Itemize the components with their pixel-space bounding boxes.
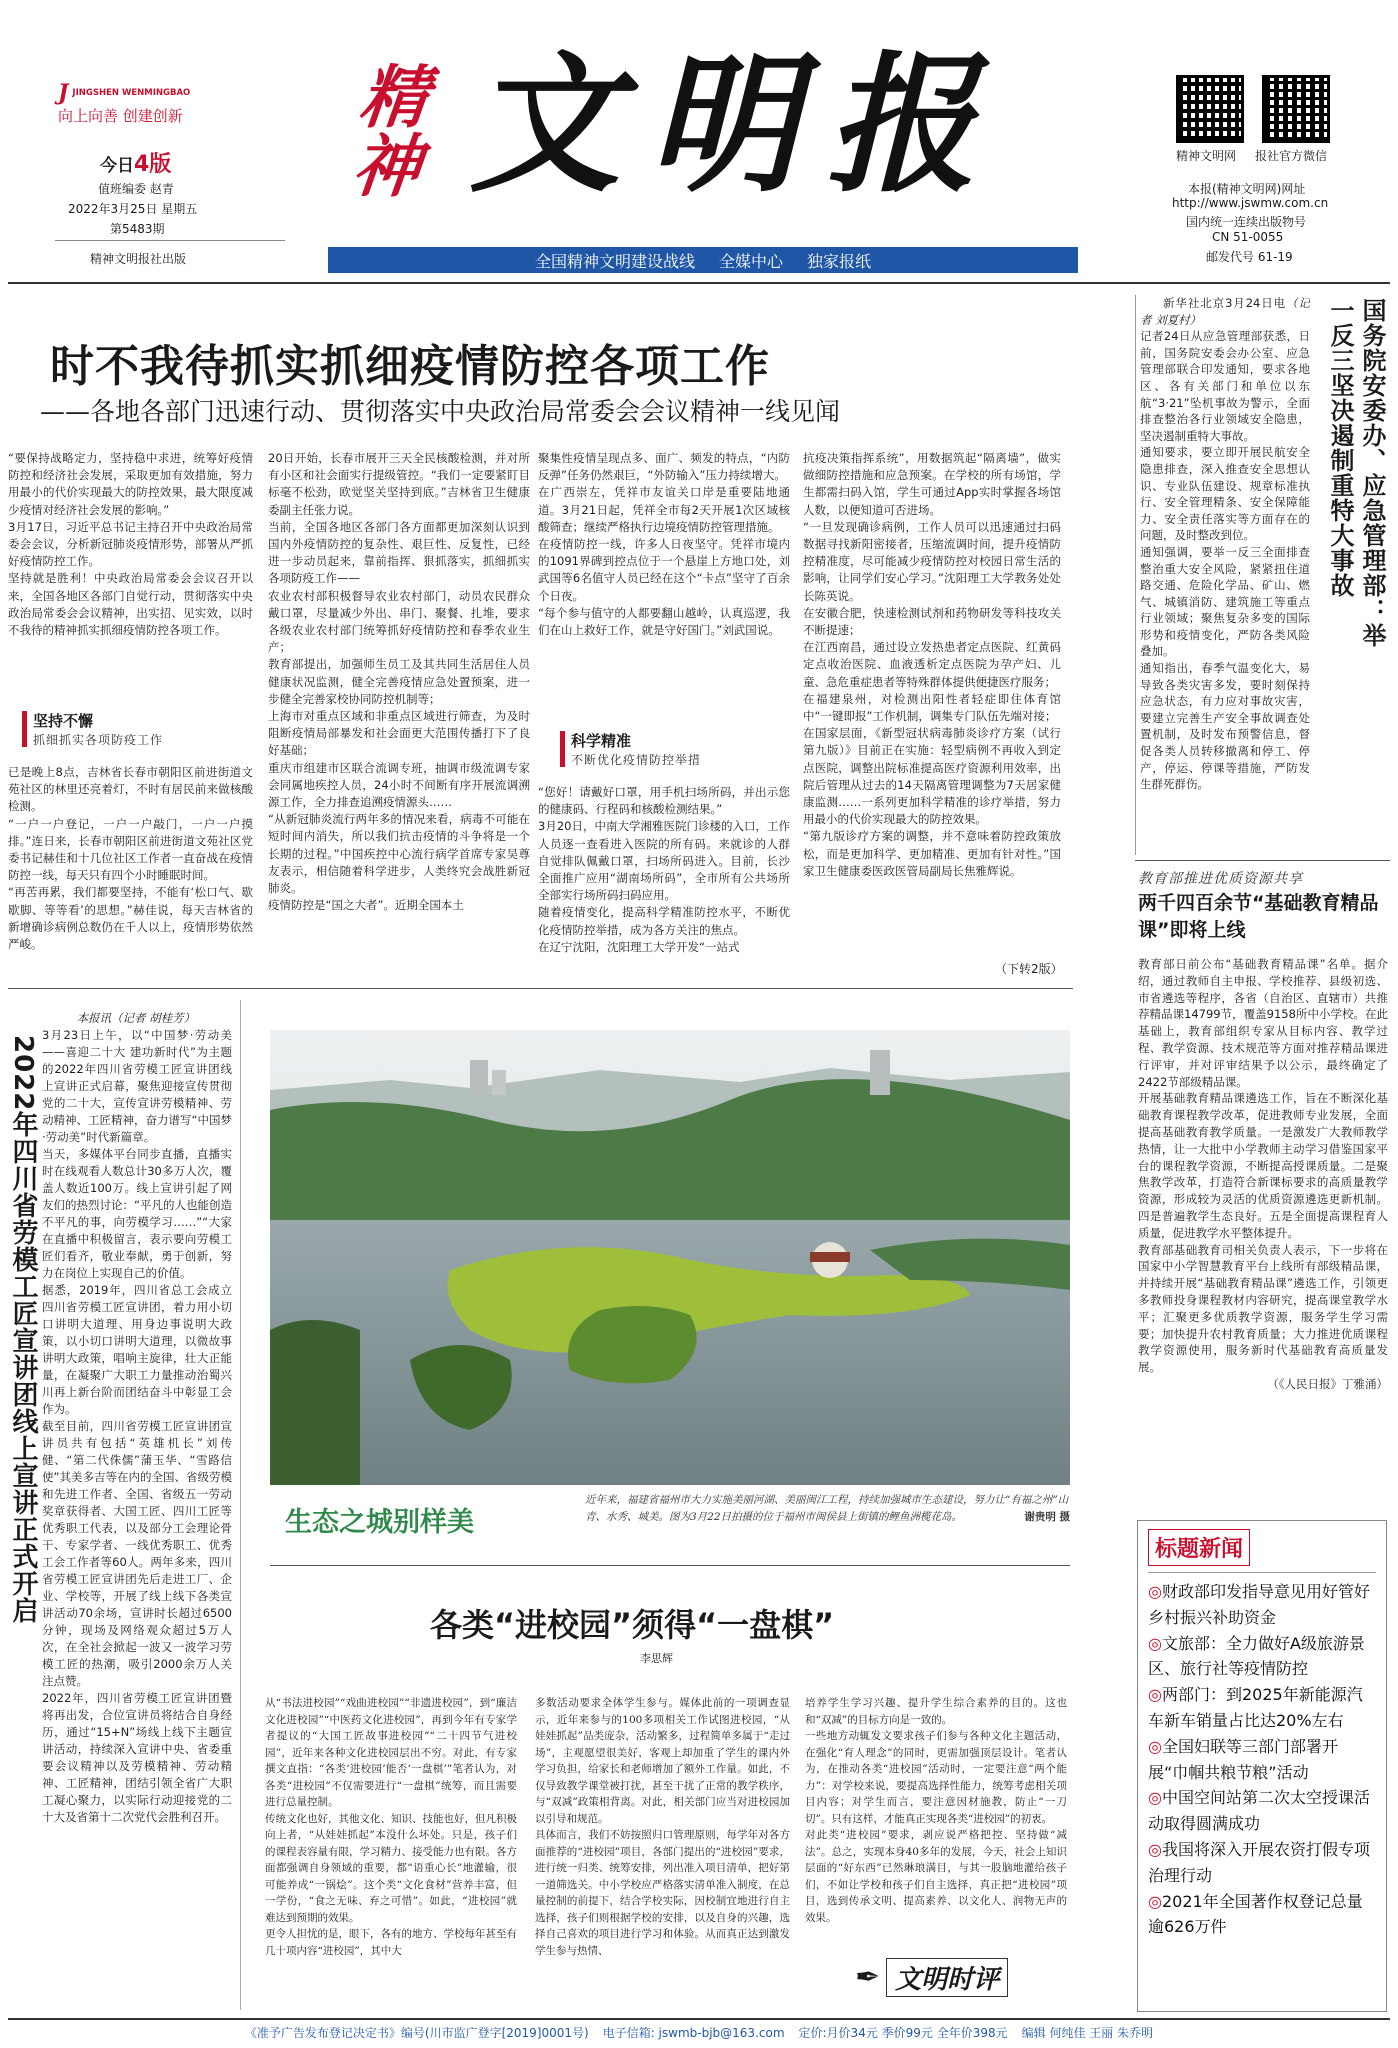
comment-headline: 各类“进校园”须得“一盘棋” (430, 1606, 835, 1644)
brief-item[interactable]: ◎两部门：到2025年新能源汽车新车销量占比达20%左右 (1148, 1685, 1363, 1730)
comment-author: 李思辉 (640, 1652, 673, 1665)
circle-bullet-icon: ◎ (1148, 1736, 1162, 1756)
qr2-label: 报社官方微信 (1255, 149, 1328, 163)
brief-item[interactable]: ◎2021年全国著作权登记总量逾626万件 (1148, 1891, 1363, 1937)
lead-column-1b: 已是晚上8点，吉林省长春市朝阳区前进街道文苑社区的林里还亮着灯，不时有居民前来做核酸检测。 “一户一户登记，一户一户敲门，一户一户摸排。”连日来，长春市朝阳区前进街道文苑社区党委书记赫佳和十几位社区工作者一直奋战在疫情防控一线，每天只有四个小时睡眠时间。 “再苦再累，我们都要坚持，不能有‘松口气、歇歇脚、等等看’的思想。”赫佳说，每天吉林省的新增确诊病例总数仍在千人以上，疫情形势依然严峻。 (8, 765, 253, 952)
comment-column-3: 培养学生学习兴趣、提升学生综合素养的目的。这也和“双减”的目标方向是一致的。 一些地方动辄发文要求孩子们参与各种文化主题活动，在强化“育人理念”的同时，更需加强顶层设计。笔者认为，在推动各类“进校园”活动时，一定要注意“两个能力”：对学校来说，要提高选择性能力，统筹考虑相关项目内容；对学生而言，要注意因材施教，防止“一刀切”。只有这样，才能真正实现各类“进校园”的初衷。 对此类“进校园”要求，剥应说严格把控、坚持做“减法”。总之，实现本身40多年的发展，今天，社会上知识层面的“好东西”已然琳琅满目，与其一股脑地灌给孩子们，不如让学校和孩子们自主选择，真正把“进校园”项目，选到传承文明、提高素养、以文化人、润物无声的效果。 (805, 1697, 1067, 1924)
photo-title: 生态之城别样美 (285, 1507, 474, 1538)
circle-bullet-icon: ◎ (1148, 1839, 1162, 1859)
feature-photo (270, 1030, 1070, 1485)
banner-item: 全国精神文明建设战线 (534, 251, 695, 271)
edu-body: 教育部日前公布“基础教育精品课”名单。据介绍，通过教师自主申报、学校推荐、县级初选、市省遴选等程序，各省（自治区、直辖市）共推荐精品课14799节，覆盖9158所中小学校。在此基础上，教育部组织专家从目标内容、教学过程、教学资源、技术规范等方面对推荐精品课进行评审，并对评审结果予以公示，最终确定了2422节部级精品课。 开展基础教育精品课遴选工作，旨在不断深化基础教育课程教学改革，促进教师专业发展，全面提高基础教育教学质量。一是激发广大教师教学热情，让一大批中小学教师主动学习借鉴国家平台的课程教学资源，不断提高授课质量。二是聚焦教学改革，打造符合新课标要求的高质量教学资源，形成较为灵活的优质资源遴选更新机制。四是普遍教学生态良好。五是全面提高课程育人质量，促进教学水平整体提升。 教育部基础教育司相关负责人表示，下一步将在国家中小学智慧教育平台上线所有部级精品课，并持续开展“基础教育精品课”遴选工作，引领更多教师投身课程教材内容研究，提高课堂教学水平；汇聚更多优质教学资源，服务学生学习需要；加快提升农村教育质量；大力推进优质课程教学资源使用，服务新时代基础教育高质量发展。 （《人民日报》丁雅涌） (1138, 957, 1388, 1391)
briefs-title: 标题新闻 (1148, 1529, 1250, 1566)
lead-column-1: “要保持战略定力，坚持稳中求进，统筹好疫情防控和经济社会发展，采取更加有效措施，努力用最小的代价实现最大的防控效果，最大限度减少疫情对经济社会发展的影响。” 3月17日，习近平总书记主持召开中央政治局常委会会议，分析新冠肺炎疫情形势，部署从严抓好疫情防控工作。 坚持就是胜利！中央政治局常委会会议召开以来，全国各地区各部门自觉行动，贯彻落实中央政治局常委会会议精神，出实招、见实效，以时不我待的精神抓实抓细疫情防控各项工作。 (8, 451, 253, 638)
lead-subsection-2: 科学精准 不断优化疫情防控举措 (560, 730, 701, 768)
lake-island-photo (270, 1030, 1070, 1485)
circle-bullet-icon: ◎ (1148, 1685, 1162, 1705)
site-label: 本报(精神文明网)网址 (1188, 182, 1306, 196)
cn-label: 国内统一连续出版物号 (1186, 215, 1307, 229)
today-pages: 今日4版 (100, 152, 172, 177)
duty-editor: 值班编委 赵青 (98, 182, 174, 196)
brief-item[interactable]: ◎全国妇联等三部门部署开展“巾帼共粮节粮”活动 (1148, 1736, 1338, 1782)
title-red-block: 精神 (337, 61, 433, 199)
lead-column-3: 聚集性疫情呈现点多、面广、频发的特点，“内防反弹”任务仍然艰巨，“外防输入”压力持续增大。 在广西崇左，凭祥市友谊关口岸是重要陆地通道。3月21日起，凭祥全市每2天开展1次区域核酸筛查；继续严格执行边境疫情防控管理措施。 在疫情防控一线，许多人日夜坚守。凭祥市境内的1091界碑到控点位于一个悬崖上方地口处，刘武国等6名值守人员已经在这个“卡点”坚守了百余个日夜。 “每个参与值守的人都要翻山越岭，认真巡逻，我们在山上救好工作，就是守好国门。”刘武国说。 (538, 451, 790, 638)
lead-subhead: ——各地各部门迅速行动、贯彻落实中央政治局常委会会议精神一线见闻 (40, 397, 841, 426)
footer-editors: 编辑 何纯佳 王丽 朱乔明 (1021, 2026, 1154, 2040)
footer-price: 定价:月价34元 季价99元 全年价398元 (798, 2026, 1008, 2040)
newspaper-logo-small (58, 80, 190, 106)
logo-english: JINGSHEN WENMINGBAO (72, 88, 191, 98)
footer-email[interactable]: 电子信箱: jswmb-bjb@163.com (602, 2026, 785, 2040)
slogan: 向上向善 创建创新 (58, 107, 183, 125)
footer (0, 2024, 1398, 2046)
photo-caption: 近年来，福建省福州市大力实施美丽河湖、美丽闽江工程，持续加强城市生态建设，努力让“有福之州”山青、水秀、城美。图为3月22日拍摄的位于福州市闽侯县上街镇的鲤鱼洲榄花岛。 谢贵明 摄 (585, 1494, 1070, 1523)
edu-kicker: 教育部推进优质资源共享 (1138, 871, 1303, 887)
comment-column-2: 多数活动要求全体学生参与。媒体此前的一项调查显示，近年来参与的100多项相关工作试图进校园，“从娃娃抓起”品类庞杂，活动繁多，过程简单多属于“走过场”，主观愿望很美好，客观上却加重了学生的课内外学习负担，给家长和老师增加了额外工作量。如此，不仅导致教学课堂被打扰，甚至干扰了正常的教学秩序，与“双减”政策相背离。对此，相关部门应当对进校园加以引导和规范。 具体而言，我们不妨按照归口管理原则，每学年对各方面推荐的“进校园”项目，各部门提出的“进校园”要求，进行统一归类、统筹安排，列出准入项目清单，把好第一道筛选关。中小学校应严格落实清单准入制度，在总量控制的前提下，结合学校实际，因校制宜地进行自主选择，孩子们则根据学校的安排，以及自身的兴趣，选择自己喜欢的项目进行学习和体验。从而真正达到激发学生参与热情、 (535, 1697, 790, 1957)
brief-item[interactable]: ◎文旅部：全力做好A级旅游景区、旅行社等疫情防控 (1148, 1633, 1365, 1679)
lead-column-4: 抗疫决策指挥系统”，用数据筑起“隔离墙”，做实做细防控措施和应急预案。在学校的所有场馆，学生都需扫码入馆，学生可通过App实时掌握各场馆人数，以便知道可否进场。 “一旦发现确诊病例，工作人员可以迅速通过扫码数据寻找新阳密接者，压缩流调时间，提升疫情防控精准度，尽可能减少疫情防控对校园日常生活的影响，让同学们安心学习。”沈阳理工大学教务处处长陈英说。 在安徽合肥，快速检测试剂和药物研发等科技攻关不断提速； 在江西南昌，通过设立发热患者定点医院、红黄码定点收治医院、血液透析定点医院为孕产妇、儿童、急危重症患者等特殊群体提供便捷医疗服务； 在福建泉州，对检测出阳性者轻症即住体育馆中“一键即报”工作机制，调集专门队伍先端对接； 在国家层面，《新型冠状病毒肺炎诊疗方案（试行第九版）》目前正在实施：轻型病例不再收入到定点医院，调整出院标准提高医疗资源利用效率，出院后管理从过去的14天隔离管理调整为7天居家健康监测……一系列更加科学精准的诊疗举措，努力用最小的代价实现最大的防控效果。 “第九版诊疗方案的调整，并不意味着防控政策放松，而是更加科学、更加精准、更加有针对性。”国家卫生健康委医政医管局副局长焦雅辉说。 (803, 451, 1061, 878)
brief-item[interactable]: ◎财政部印发指导意见用好管好乡村振兴补助资金 (1148, 1582, 1370, 1627)
circle-bullet-icon: ◎ (1148, 1582, 1162, 1601)
comment-column-1: 从“书法进校园”“戏曲进校园”“非遗进校园”，到“廉洁文化进校园”“中医药文化进校园”，再到今年有专家学者提议的“大国工匠故事进校园”“二十四节气进校园”，近年来各种文化进校园层出不穷。对此，有专家撰文直指：“各类‘进校园’能否‘一盘棋’”笔者认为，对各类“进校园”不仅需要进行“一盘棋”统筹，而且需要进行总量控制。 传统文化也好，其他文化、知识、技能也好，但凡积极向上者，“从娃娃抓起”本没什么坏处。只是，孩子们的课程表容量有限，学习精力、接受能力也有限。各方面都强调自身领域的重要，都“语重心长”地灌输，很可能养成“一锅烩”。这个类“文化食材”营养丰富，但一学份，“食之无味、弃之可惜”。如此，“进校园”就难达到预期的效果。 更令人担忧的是，眼下，各有的地方、学校每年甚至有几十项内容“进校园”，其中大 (265, 1697, 517, 1957)
circle-bullet-icon: ◎ (1148, 1788, 1162, 1808)
banner-item: 独家报纸 (807, 251, 872, 271)
cn-number: CN 51-0055 (1212, 230, 1284, 244)
lead-column-3b: “您好！请戴好口罩，用手机扫场所码，并出示您的健康码、行程码和核酸检测结果。” 3月20日，中南大学湘雅医院门诊楼的入口，工作人员逐一查看进入医院的所有码。来就诊的人群自觉排队佩戴口罩，扫场所码进入。目前，长沙全面推广应用“湖南场所码”，全市所有公共场所全部实行场所码扫码应用。 随着疫情变化，提高科学精准防控水平，不断优化疫情防控举措，成为各方关注的焦点。 在辽宁沈阳，沈阳理工大学开发“一站式 (538, 785, 790, 954)
pen-icon: ✒ (855, 1960, 881, 1995)
lead-subsection-1: 坚持不懈 抓细抓实各项防疫工作 (22, 710, 163, 748)
banner-item: 全媒中心 (718, 251, 783, 271)
brief-item[interactable]: ◎中国空间站第二次太空授课活动取得圆满成功 (1148, 1788, 1370, 1834)
publisher: 精神文明报社出版 (90, 252, 187, 266)
right-headline: 国务院安委办、应急管理部：举一反三坚决遏制重特大事故 (1326, 298, 1386, 648)
logo-mark: J (58, 80, 69, 106)
column-label-block: ✒ 文明时评 (855, 1958, 1008, 1997)
issue-date: 2022年3月25日 星期五 (68, 202, 198, 216)
post-code: 邮发代号 61-19 (1206, 250, 1293, 264)
circle-bullet-icon: ◎ (1148, 1633, 1162, 1653)
lead-headline: 时不我待抓实抓细疫情防控各项工作 (50, 341, 770, 392)
right-story-body: 新华社北京3月24日电（记者 刘夏村） 记者24日从应急管理部获悉，日前，国务院安委会办公室、应急管理部联合印发通知，要求各地区、各有关部门和单位以东航“3·21”坠机事故为警示，全面排查整治各行业领域安全隐患，坚决遏制重特大事故。 通知要求，要立即开展民航安全隐患排查，深入推查安全思想认识、专业队伍建设、规章标准执行、安全管理精条、安全保障能力、安全责任落实等方面存在的问题，及时整改到位。 通知强调，要举一反三全面排查整治重大安全风险，紧紧扭住道路交通、危险化学品、矿山、燃气、城镇消防、建筑施工等重点行业领域；聚焦复杂多变的国际形势和疫情变化，严防各类风险叠加。 通知指出，春季气温变化大，易导致各类灾害多发，要时刻保持应急状态，有力应对事故灾害，要建立完善生产安全事故调查处置机制，及时发布预警信息，督促各类人员转移撤离和停工、停产，停运、停课等措施，严防发生群死群伤。 (1140, 296, 1310, 792)
briefs-list (1148, 1579, 1376, 1940)
edu-headline: 两千四百余节“基础教育精品课”即将上线 (1138, 892, 1379, 941)
footer-license: 《准予广告发布登记决定书》编号(川市监广登字[2019]0001号) (244, 2026, 589, 2040)
circle-bullet-icon: ◎ (1148, 1891, 1162, 1911)
brief-item[interactable]: ◎我国将深入开展农资打假专项治理行动 (1148, 1839, 1370, 1885)
masthead-title: 文明报 (470, 37, 1005, 213)
labor-body: 本报讯（记者 胡桂芳） 3月23日上午，以“中国梦·劳动美——喜迎二十大 建功新时代”为主题的2022年四川省劳模工匠宣讲团线上宣讲正式启幕，聚焦迎接宣传贯彻党的二十大，宣传宣讲劳模精神、劳动精神、工匠精神，奋力谱写“中国梦·劳动美”时代新篇章。 当天，多媒体平台同步直播，直播实时在线观看人数总计30多万人次，覆盖人数近100万。线上宣讲引起了网友们的热烈讨论：“平凡的人也能创造不平凡的事，向劳模学习……”“大家在直播中积极留言，表示要向劳模工匠们看齐，敬业奉献，勇于创新，努力在岗位上实现自己的价值。 据悉，2019年，四川省总工会成立四川省劳模工匠宣讲团，着力用小切口讲明大道理、用身边事说明大政策，以小切口讲明大道理，以微故事讲明大政策，唱响主旋律，壮大正能量，在凝聚广大职工力量推动治蜀兴川再上新台阶而团结奋斗中彰显工会作为。 截至目前，四川省劳模工匠宣讲团宣讲员共有包括“英雄机长”刘传健、“第二代侏儒”蒲玉华、“雪路信使”其美多吉等在内的全国、省级劳模和先进工作者、全国、省级五一劳动奖章获得者、大国工匠、四川工匠等优秀职工代表，以及部分工会理论骨干、专家学者、一线优秀职工、优秀工会工作者等60人。两年多来，四川省劳模工匠宣讲团先后走进工厂、企业、学校等，开展了线上线下各类宣讲活动70余场，宣讲时长超过6500分钟，现场及网络观众超过5万人次，在全社会掀起一波又一波学习劳模工匠的热潮，吸引2000余万人关注点赞。 2022年，四川省劳模工匠宣讲团暨将再出发，合位宣讲员将结合自身经历，通过“15+N”场线上线下主题宣讲活动，持续深入宣讲中央、省委重要会议精神以及劳模精神、劳动精神、工匠精神，团结引领全省广大职工凝心聚力，以实际行动迎接党的二十大及省第十二次党代会胜利召开。 (42, 1011, 232, 1824)
issue-number: 第5483期 (110, 222, 165, 236)
masthead (0, 0, 1398, 275)
qr1-label: 精神文明网 (1176, 149, 1237, 163)
banner-bar (328, 247, 1078, 273)
qr-code-website[interactable] (1176, 75, 1244, 143)
briefs-box (1137, 1520, 1387, 2012)
lead-column-2: 20日开始，长春市展开三天全民核酸检测，并对所有小区和社会面实行提级管控。“我们一定要紧盯目标毫不松劲，欧觉坚关坚持到底。”吉林省卫生健康委副主任张力说。 当前，全国各地区各部门各方面都更加深刻认识到国内外疫情防控的复杂性、艰巨性、反复性，已经进一步动员起来，靠前指挥、狠抓落实，抓细抓实各项防疫工作—— 农业农村部积极督导农业农村部门，动员农民群众戴口罩，尽量减少外出、串门、聚餐、扎堆，要求各级农业农村部门统筹抓好疫情防控和春季农业生产； 教育部提出，加强师生员工及其共同生活居住人员健康状况监测，健全完善疫情应急处置预案，进一步健全完善家校协同防控机制等； 上海市对重点区域和非重点区域进行筛查，为及时阻断疫情局部暴发和社会面更大范围传播打下了良好基础； 重庆市组建市区联合流调专班，抽调市级流调专家会同属地疾控人员，24小时不间断有序开展流调溯源工作，全力排查追溯疫情源头…… “从新冠肺炎流行两年多的情况来看，病毒不可能在短时间内消失，所以我们抗击疫情的斗争将是一个长期的过程。”中国疾控中心流行病学首席专家吴尊友表示，相信随着科学进步，人类终究会战胜新冠肺炎。 疫情防控是“国之大者”。近期全国本土 (268, 451, 530, 913)
site-url[interactable]: http://www.jswmw.com.cn (1172, 196, 1329, 210)
labor-headline: 2022年四川省劳模工匠宣讲团线上宣讲正式开启 (8, 1035, 38, 1625)
jump-line: （下转2版） (995, 962, 1063, 976)
qr-code-wechat[interactable] (1262, 75, 1330, 143)
